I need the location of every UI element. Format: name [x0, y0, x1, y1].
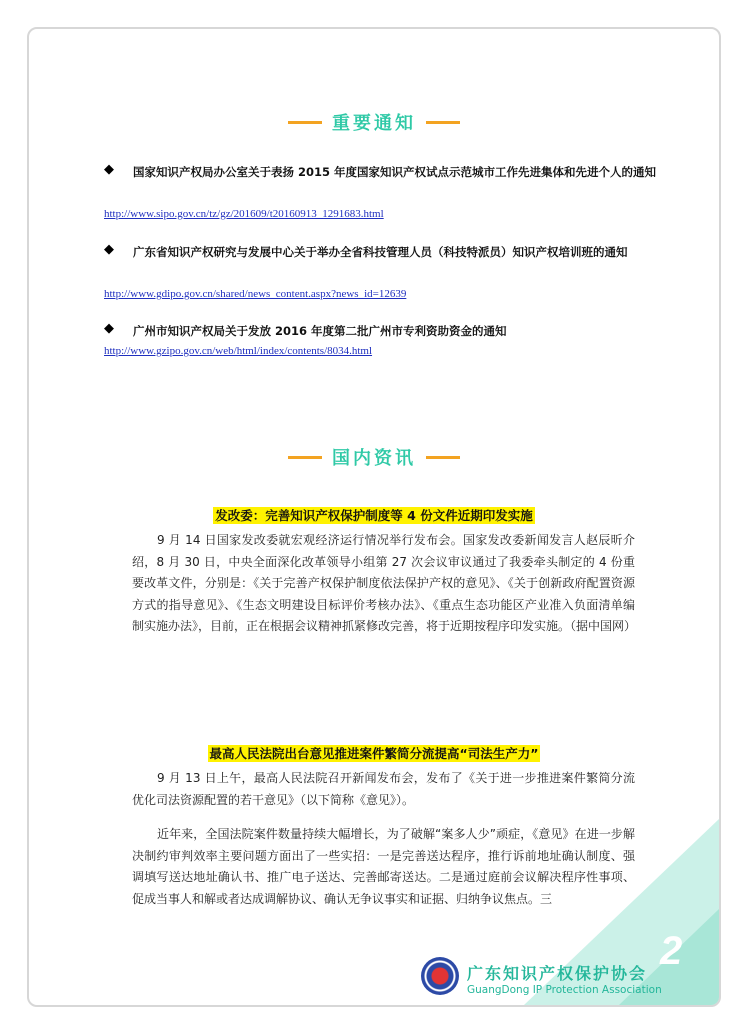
diamond-bullet-icon: ◆	[104, 242, 114, 257]
headline-text: 发改委：完善知识产权保护制度等 4 份文件近期印发实施	[215, 508, 533, 523]
article-paragraph: 9 月 13 日上午，最高人民法院召开新闻发布会，发布了《关于进一步推进案件繁简分流优化司法资源配置的若干意见》（以下简称《意见》）。	[132, 771, 635, 807]
diamond-bullet-icon: ◆	[104, 321, 114, 336]
diamond-bullet-icon: ◆	[104, 162, 114, 177]
corner-decoration	[29, 29, 719, 1005]
notice-link[interactable]: http://www.gdipo.gov.cn/shared/news_content.aspx?news_id=12639	[104, 288, 407, 300]
notice-title: 广东省知识产权研究与发展中心关于举办全省科技管理人员（科技特派员）知识产权培训班的通知	[133, 245, 628, 259]
notice-link[interactable]: http://www.sipo.gov.cn/tz/gz/201609/t20160913_1291683.html	[104, 208, 384, 220]
org-name-cn: 广东知识产权保护协会	[467, 964, 648, 983]
page-number: 2	[660, 929, 683, 973]
notice-link[interactable]: http://www.gzipo.gov.cn/web/html/index/contents/8034.html	[104, 345, 373, 357]
article-paragraph: 9 月 14 日国家发改委就宏观经济运行情况举行发布会。国家发改委新闻发言人赵辰昕介绍，8 月 30 日，中央全面深化改革领导小组第 27 次会议审议通过了我委牵头制定的 4 份重要改革文件，分别是：《关于完善产权保护制度依法保护产权的意见》、《关于创新政府配置资源方式的指导意见》、《生态文明建设目标评价考核办法》、《重点生态功能区产业准入负面清单编制实施办法》，目前，正在根据会议精神抓紧修改完善，将于近期按程序印发实施。（据中国网）	[132, 533, 637, 633]
headline-text: 最高人民法院出台意见推进案件繁简分流提高“司法生产力”	[209, 746, 539, 761]
org-name-en: GuangDong IP Protection Association	[467, 984, 662, 996]
section-title-text: 国内资讯	[332, 448, 416, 469]
article-paragraph: 近年来，全国法院案件数量持续大幅增长，为了破解“案多人少”顽症，《意见》在进一步解决制约审判效率主要问题方面出了一些实招：一是完善送达程序，推行诉前地址确认制度、强调填写送达地址确认书、推广电子送达、完善邮寄送达。二是通过庭前会议解决程序性事项、促成当事人和解或者达成调解协议、确认无争议事实和证据、归纳争议焦点。三	[132, 827, 635, 906]
section-title-text: 重要通知	[332, 113, 416, 134]
notice-title: 国家知识产权局办公室关于表扬 2015 年度国家知识产权试点示范城市工作先进集体和先进个人的通知	[133, 165, 657, 179]
association-logo-icon	[421, 957, 459, 995]
notice-title: 广州市知识产权局关于发放 2016 年度第二批广州市专利资助资金的通知	[133, 324, 507, 338]
page-frame	[27, 27, 721, 1007]
